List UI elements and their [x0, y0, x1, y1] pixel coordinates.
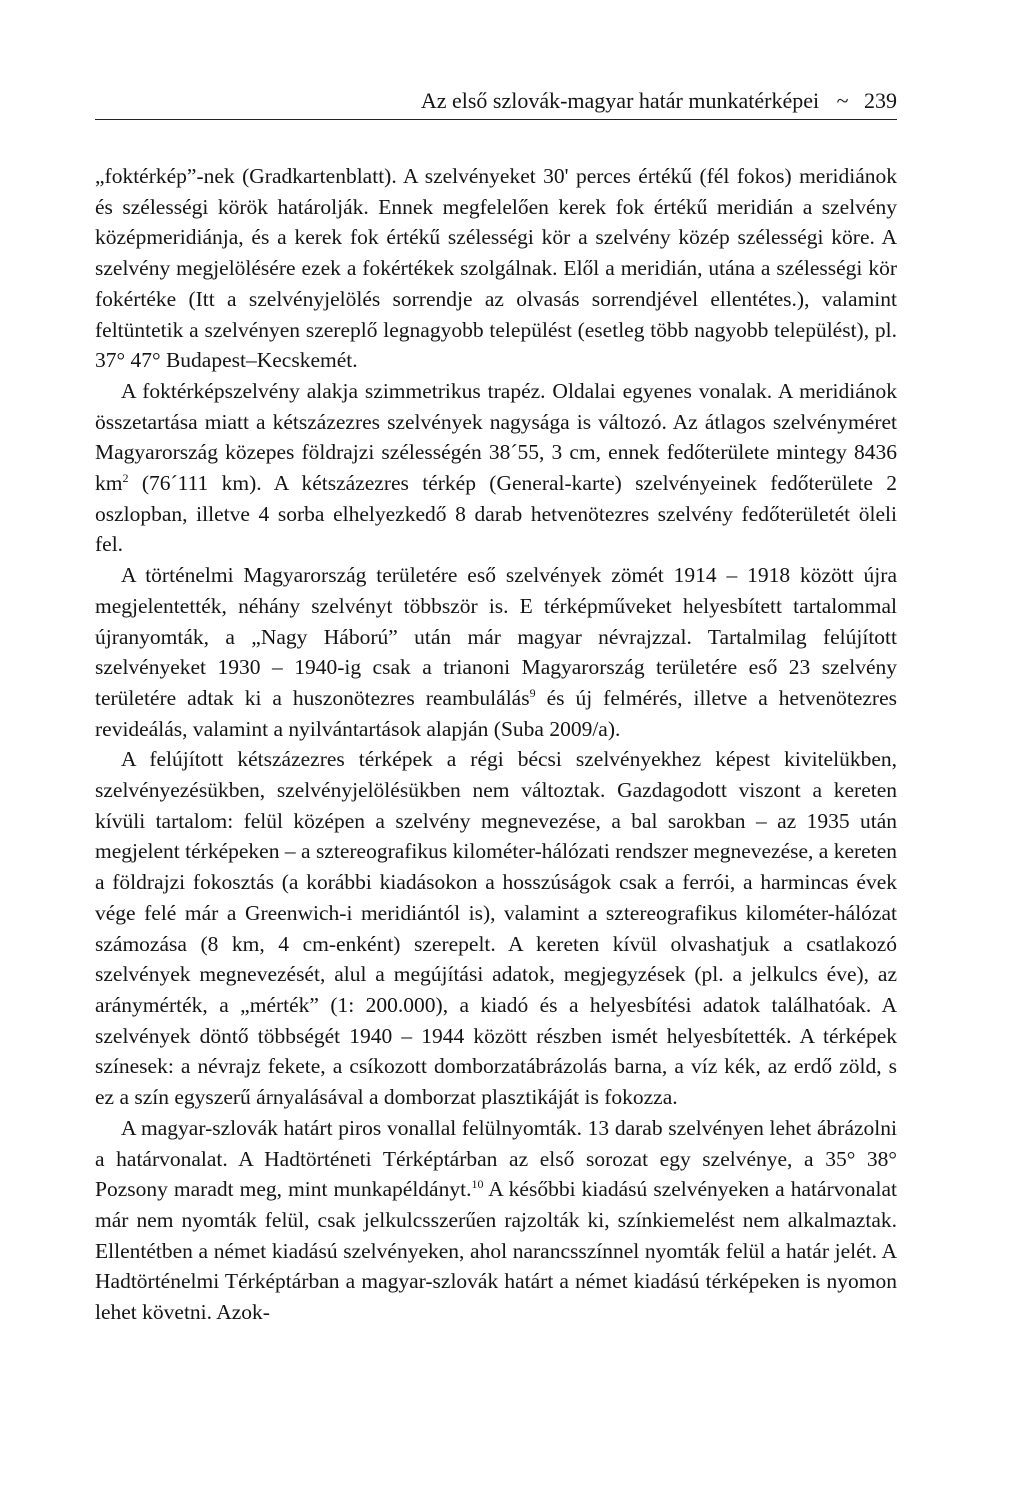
running-title: Az első szlovák-magyar határ munkatérképei — [420, 88, 820, 113]
footnote-ref-9: 9 — [529, 685, 536, 700]
paragraph-1: „foktérkép”-nek (Gradkartenblatt). A szelvényeket 30' perces értékű (fél fokos) meridiánok és szélességi körök határolják. Ennek megfelelően kerek fok értékű meridián a szelvény középmeridiánja, és a kerek fok értékű szélességi kör a szelvény közép szélességi köre. A szelvény megjelölésére ezek a fokértékek szolgálnak. Elől a meridián, utána a szélességi kör fokértéke (Itt a szelvényjelölés sorrendje az olvasás sorrendjével ellentétes.), valamint feltüntetik a szelvényen szereplő legnagyobb települést (esetleg több nagyobb települést), pl. 37° 47° Budapest–Kecskemét. — [95, 164, 897, 373]
paragraph-3: A történelmi Magyarország területére eső szelvények zömét 1914 – 1918 között újra megjelentették, néhány szelvényt többször is. E térképműveket helyesbített tartalommal újranyomták, a „Nagy Háború” után már magyar névrajzzal. Tartalmilag felújított szelvényeket 1930 – 1940-ig csak a trianoni Magyarország területére eső 23 szelvény területére adtak ki a huszonötezres reambulálás$^9$ és új felmérés, illetve a hetvenötezres revideálás, valamint a nyilvántartások alapján (Suba 2009/a). — [95, 563, 897, 741]
book-page — [95, 0, 897, 1500]
paragraph-5: A magyar-szlovák határt piros vonallal felülnyomták. 13 darab szelvényen lehet ábrázolni a határvonalat. A Hadtörténeti Térképtárban az első sorozat egy szelvénye, a 35° 38° Pozsony maradt meg, mint munkapéldányt.$^{10}$ A későbbi kiadású szelvényeken a határvonalat már nem nyomták felül, csak jelkulcsszerűen rajzolták ki, színkiemelést nem alkalmaztak. Ellentétben a német kiadású szelvényeken, ahol narancsszínnel nyomták felül a határ jelét. A Hadtörténelmi Térképtárban a magyar-szlovák határt a német kiadású térképeken is nyomon lehet követni. Azok- — [95, 1115, 897, 1325]
footnote-ref-10: 10 — [471, 1177, 484, 1192]
page-number: 239 — [864, 88, 897, 113]
header-separator: ~ — [836, 88, 849, 113]
superscript-km2: 2 — [122, 471, 129, 486]
paragraph-4: A felújított kétszázezres térképek a régi bécsi szelvényekhez képest kivitelükben, szelvényezésükben, szelvényjelölésükben nem változtak. Gazdagodott viszont a kereten kívüli tartalom: felül középen a szelvény megnevezése, a bal sarokban – az 1935 után megjelent térképeken – a sztereografikus kilométer-hálózati rendszer megnevezése, a kereten a földrajzi fokosztás (a korábbi kiadásokon a hosszúságok csak a ferrói, a harmincas évek vége felé már a Greenwich-i meridiántól is), valamint a sztereografikus kilométer-hálózat számozása (8 km, 4 cm-enként) szerepelt. A kereten kívül olvashatjuk a csatlakozó szelvények megnevezését, alul a megújítási adatok, megjegyzések (pl. a jelkulcs éve), az aránymérték, a „mérték” (1: 200.000), a kiadó és a helyesbítési adatok találhatóak. A szelvények döntő többségét 1940 – 1944 között részben ismét helyesbítették. A térképek színesek: a névrajz fekete, a csíkozott domborzatábrázolás barna, a víz kék, az erdő zöld, s ez a szín egyszerű árnyalásával a domborzat plasztikáját is fokozza. — [95, 747, 897, 1110]
running-header — [421, 88, 897, 114]
body-text — [95, 161, 897, 1328]
paragraph-2: A foktérképszelvény alakja szimmetrikus trapéz. Oldalai egyenes vonalak. A meridiánok összetartása miatt a kétszázezres szelvények nagysága is változó. Az átlagos szelvényméret Magyarország közepes földrajzi szélességén 38´55, 3 cm, ennek fedőterülete mintegy 8436 $km^2$ (76´111 km). A kétszázezres térkép (General-karte) szelvényeinek fedőterülete 2 oszlopban, illetve 4 sorba elhelyezkedő 8 darab hetvenötezres szelvény fedőterületét öleli fel. — [95, 378, 897, 557]
header-rule — [95, 119, 897, 120]
